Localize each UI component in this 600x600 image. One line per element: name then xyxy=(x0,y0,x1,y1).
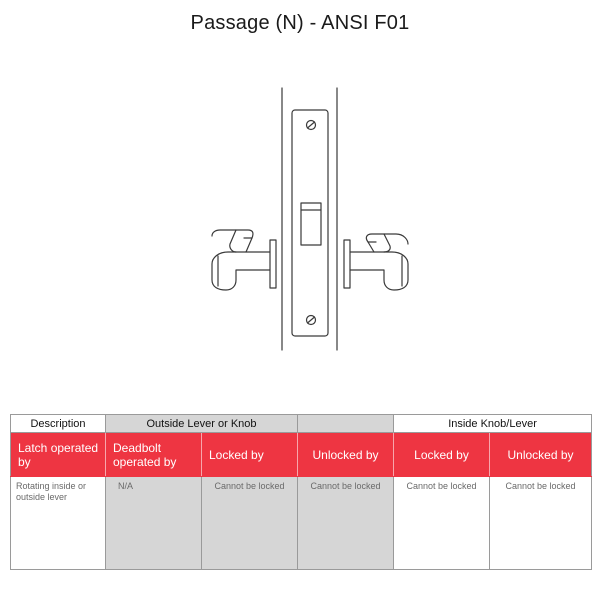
table-header-row xyxy=(11,415,592,433)
inside-locked-label: Locked by xyxy=(394,433,490,477)
right-rose xyxy=(344,240,350,288)
blank-header xyxy=(298,415,394,433)
left-lever-icon xyxy=(212,252,270,290)
outside-locked-label: Locked by xyxy=(202,433,298,477)
inside-unlocked-label: Unlocked by xyxy=(490,433,592,477)
faceplate xyxy=(292,110,328,336)
description-header: Description xyxy=(11,415,106,433)
table-value-row xyxy=(11,477,592,570)
outside-unlocked-label: Unlocked by xyxy=(298,433,394,477)
right-lever-icon xyxy=(350,252,408,290)
inside-locked-value: Cannot be locked xyxy=(394,477,490,570)
deadbolt-label: Deadbolt operated by xyxy=(106,433,202,477)
page-title: Passage (N) - ANSI F01 xyxy=(190,12,410,34)
inside-unlocked-value: Cannot be locked xyxy=(490,477,592,570)
inside-lever-header: Inside Knob/Lever xyxy=(394,415,592,433)
outside-lever-header: Outside Lever or Knob xyxy=(106,415,298,433)
deadbolt-value: N/A xyxy=(106,477,202,570)
left-rose xyxy=(270,240,276,288)
latch-value: Rotating inside or outside lever xyxy=(11,477,106,570)
latch-bolt xyxy=(301,203,321,245)
latch-label: Latch operated by xyxy=(11,433,106,477)
function-table xyxy=(10,414,592,570)
table-label-row xyxy=(11,433,592,477)
outside-locked-value: Cannot be locked xyxy=(202,477,298,570)
outside-unlocked-value: Cannot be locked xyxy=(298,477,394,570)
